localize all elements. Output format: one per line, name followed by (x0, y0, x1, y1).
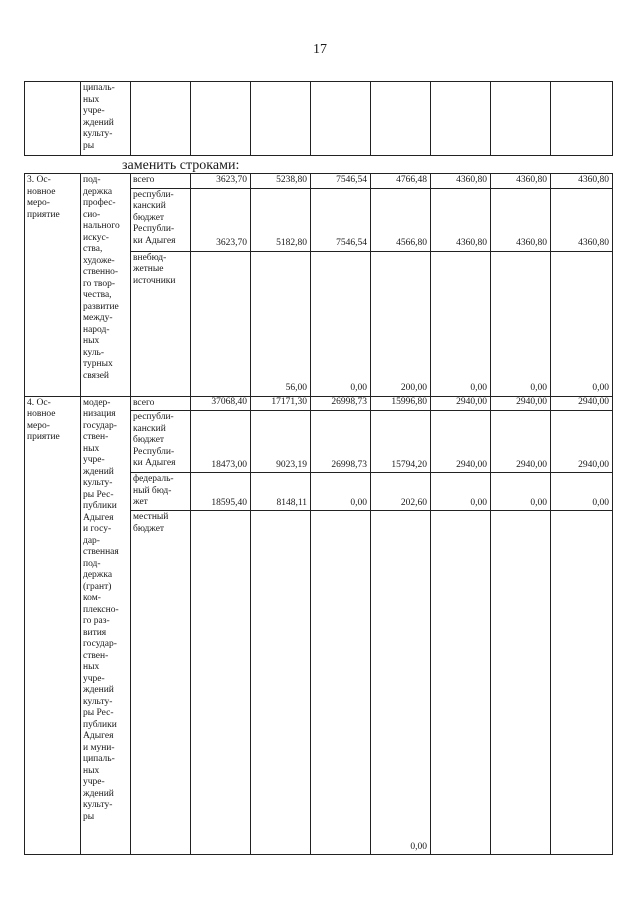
activity-number-cell: 4. Ос- новное меро- приятие (25, 396, 81, 855)
source-label: внебюд- жетные источники (131, 251, 191, 396)
value-cell: 56,00 (251, 251, 311, 396)
value-cell: 0,00 (311, 251, 371, 396)
value-cell (191, 251, 251, 396)
value-cell: 5182,80 (251, 188, 311, 251)
value-cell: 2940,00 (551, 396, 613, 411)
value-cell: 37068,40 (191, 396, 251, 411)
value-cell: 4360,80 (431, 174, 491, 189)
value-cell: 4360,80 (491, 174, 551, 189)
value-cell: 0,00 (491, 251, 551, 396)
value-cell: 7546,54 (311, 188, 371, 251)
value-cell (431, 511, 491, 855)
previous-table-fragment (24, 81, 613, 156)
value-cell: 7546,54 (311, 174, 371, 189)
value-cell: 26998,73 (311, 411, 371, 473)
value-cell (191, 511, 251, 855)
value-cell (251, 511, 311, 855)
source-label: республи- канский бюджет Республи- ки Адыгея (131, 411, 191, 473)
value-cell (491, 511, 551, 855)
replacement-caption: заменить строками: (122, 158, 240, 173)
value-cell: 4766,48 (371, 174, 431, 189)
value-cell: 202,60 (371, 473, 431, 511)
funding-table (24, 173, 613, 855)
page-number: 17 (313, 42, 327, 57)
value-cell: 4566,80 (371, 188, 431, 251)
source-label: федераль- ный бюд- жет (131, 473, 191, 511)
source-label: республи- канский бюджет Республи- ки Адыгея (131, 188, 191, 251)
value-cell: 0,00 (491, 473, 551, 511)
activity-number-cell: 3. Ос- новное меро- приятие (25, 174, 81, 397)
table-row (25, 396, 613, 411)
value-cell: 4360,80 (551, 174, 613, 189)
value-cell: 4360,80 (491, 188, 551, 251)
fragment-cell-empty (25, 82, 81, 156)
value-cell (311, 511, 371, 855)
source-label: местный бюджет (131, 511, 191, 855)
value-cell: 15794,20 (371, 411, 431, 473)
value-cell: 0,00 (371, 511, 431, 855)
value-cell: 2940,00 (431, 396, 491, 411)
value-cell: 8148,11 (251, 473, 311, 511)
activity-description-cell: модер- низация государ- ствен- ных учре- ждений культу- ры Рес- публики Адыгея и госу- дар- ственная под- держка (грант) ком- плексно- го раз- вития государ- ствен- ных учре- ждений культу- ры Рес- публики Адыгея и муни- ципаль- ных учре- ждений культу- ры (81, 396, 131, 855)
value-cell: 0,00 (551, 251, 613, 396)
value-cell: 0,00 (551, 473, 613, 511)
value-cell: 2940,00 (491, 411, 551, 473)
value-cell: 17171,30 (251, 396, 311, 411)
value-cell: 3623,70 (191, 188, 251, 251)
value-cell: 0,00 (431, 473, 491, 511)
table-row (25, 174, 613, 189)
source-label: всего (131, 174, 191, 189)
value-cell: 2940,00 (431, 411, 491, 473)
value-cell: 0,00 (311, 473, 371, 511)
fragment-description: ципаль- ных учре- ждений культу- ры (81, 82, 131, 156)
value-cell (551, 511, 613, 855)
value-cell: 200,00 (371, 251, 431, 396)
value-cell: 18473,00 (191, 411, 251, 473)
value-cell: 3623,70 (191, 174, 251, 189)
value-cell: 2940,00 (491, 396, 551, 411)
value-cell: 18595,40 (191, 473, 251, 511)
value-cell: 26998,73 (311, 396, 371, 411)
value-cell: 5238,80 (251, 174, 311, 189)
value-cell: 15996,80 (371, 396, 431, 411)
value-cell: 4360,80 (551, 188, 613, 251)
value-cell: 4360,80 (431, 188, 491, 251)
activity-description-cell: под- держка профес- сио- нального искус- ства, художе- ственно- го твор- чества, развитие между- народ- ных куль- турных связей (81, 174, 131, 397)
source-label: всего (131, 396, 191, 411)
value-cell: 9023,19 (251, 411, 311, 473)
value-cell: 2940,00 (551, 411, 613, 473)
value-cell: 0,00 (431, 251, 491, 396)
